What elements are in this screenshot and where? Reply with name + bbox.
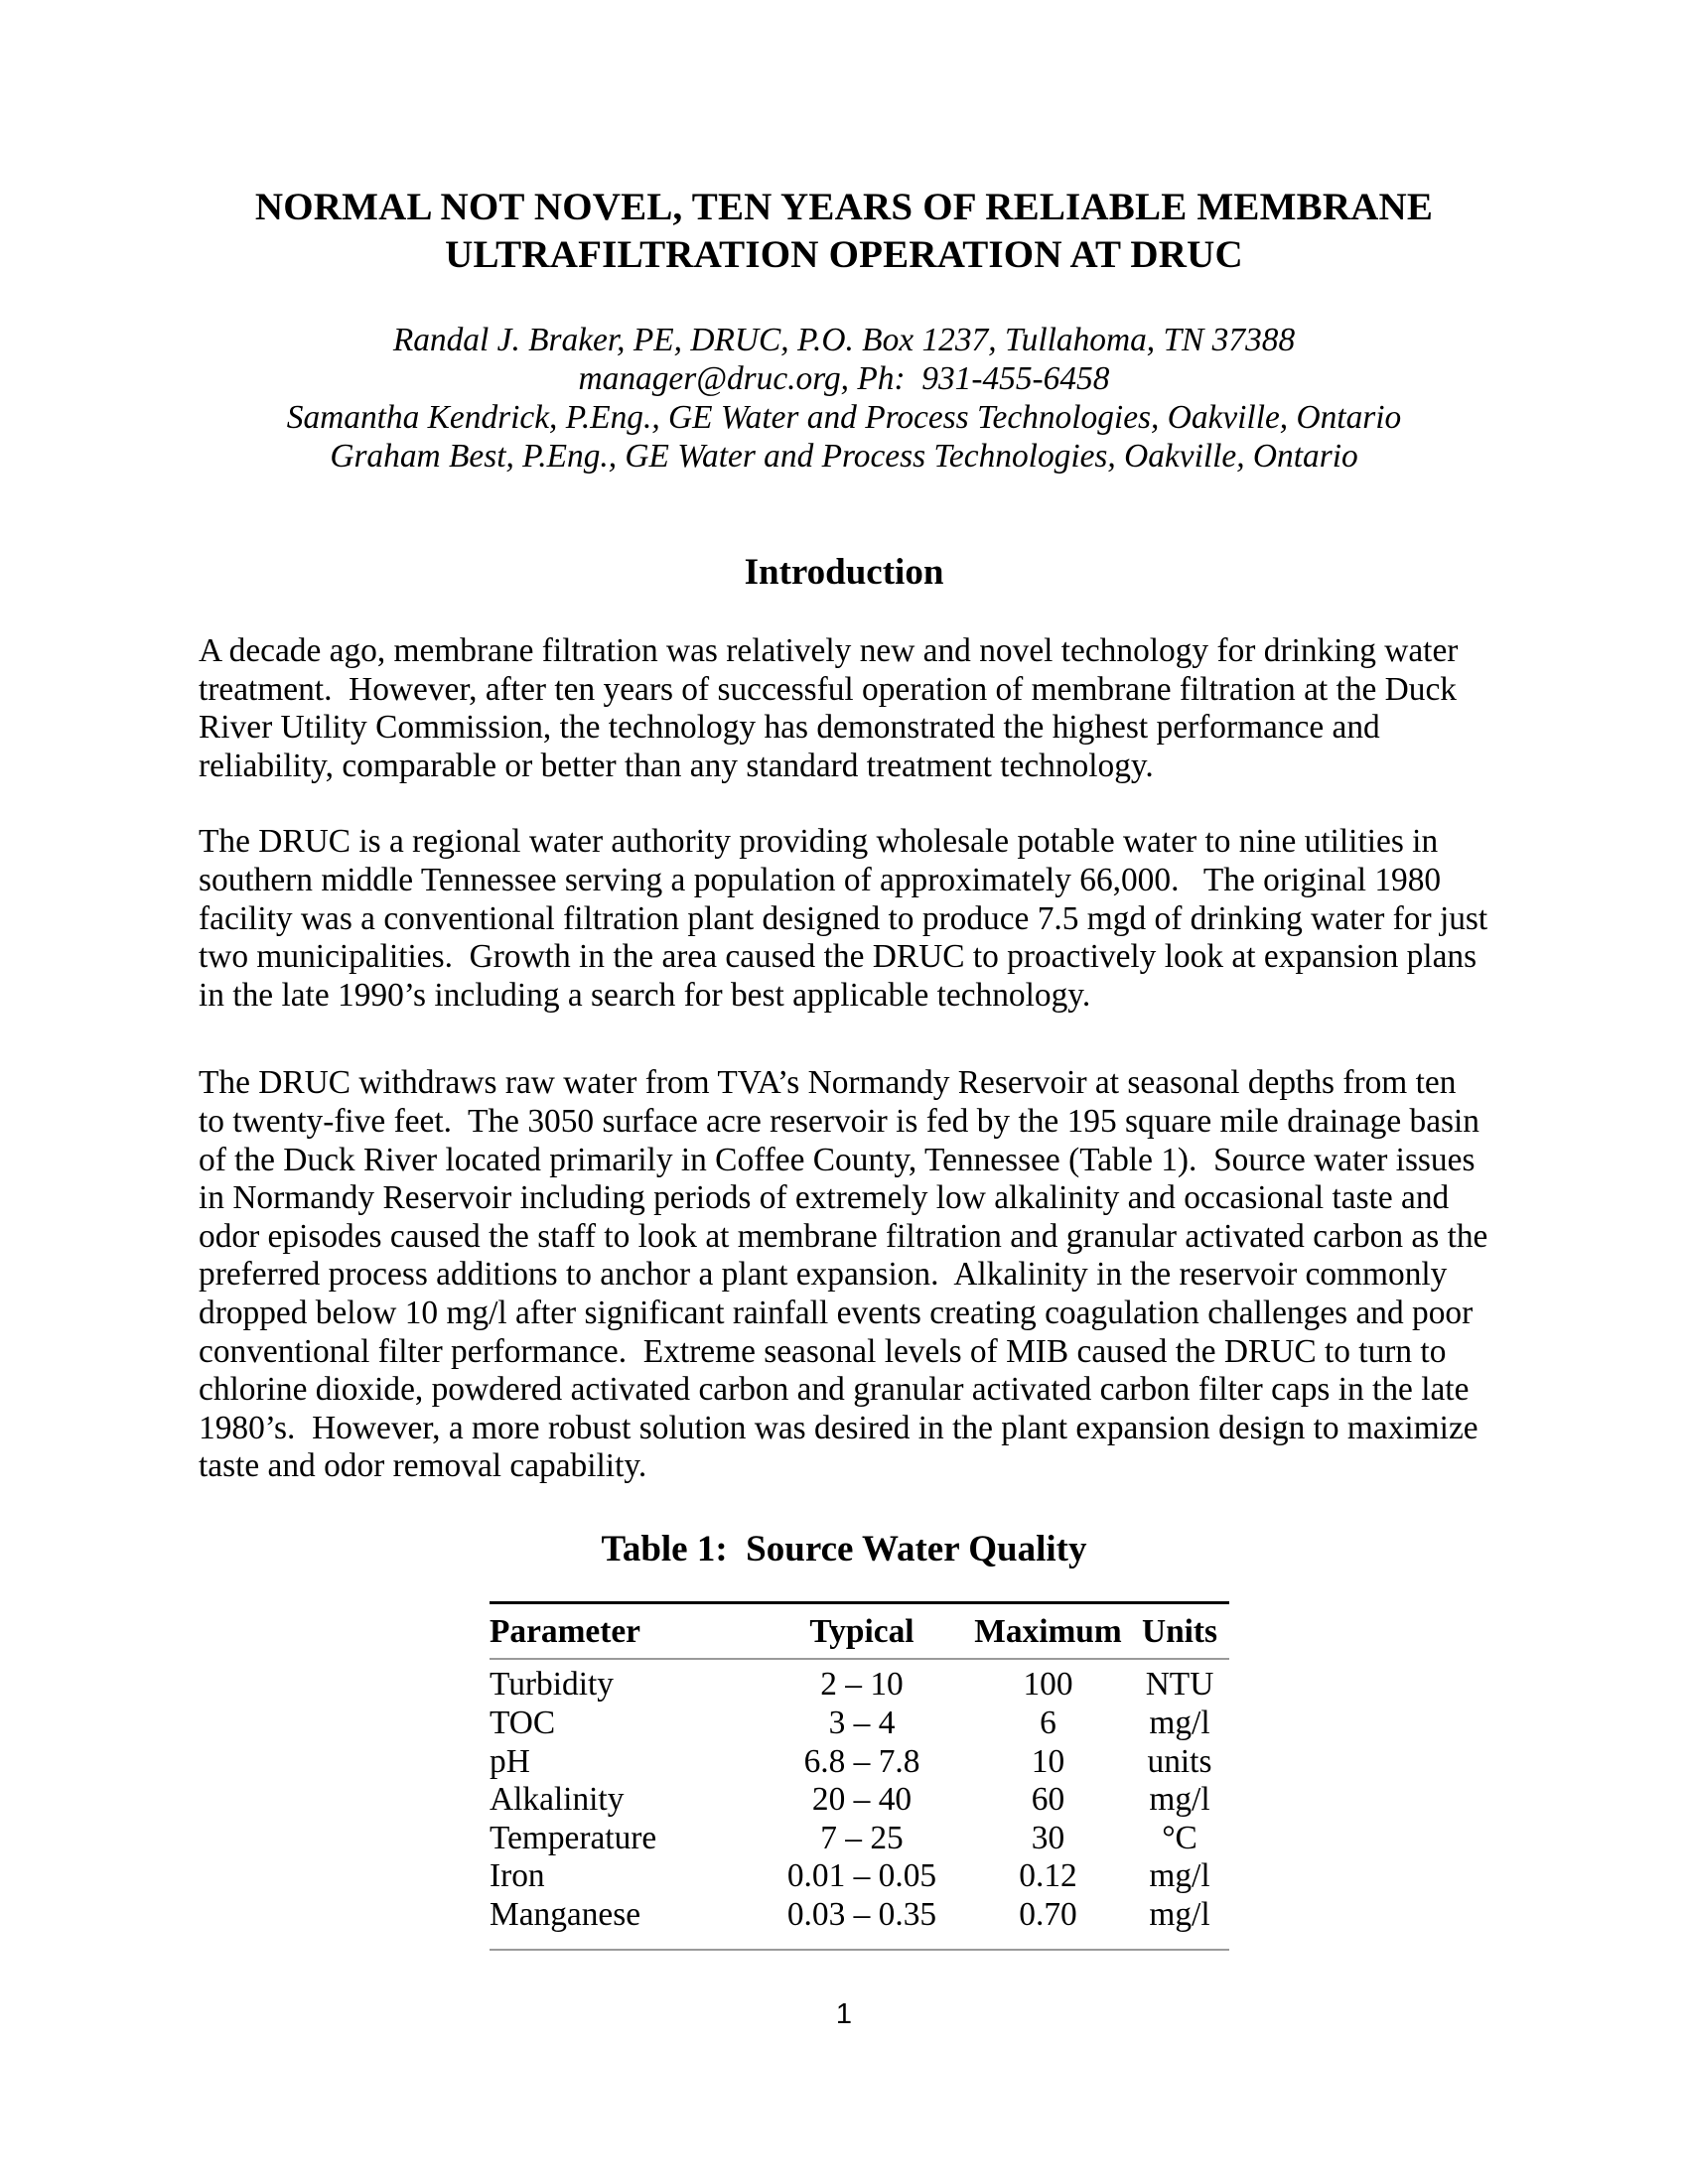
author-line-3: Graham Best, P.Eng., GE Water and Process Technologies, Oakville, Ontario [330,438,1358,475]
table-cell: mg/l [1149,1896,1210,1934]
table-cell: 100 [1023,1666,1073,1704]
table-cell: Temperature [490,1819,657,1856]
column-header-maximum: Maximum [966,1602,1130,1659]
table-row [490,1820,1229,1858]
column-header-units: Units [1130,1602,1229,1659]
table-row [490,1659,1229,1705]
table-cell: 7 – 25 [820,1819,904,1856]
table-caption: Table 1: Source Water Quality [601,1528,1087,1570]
table-cell: 10 [1031,1742,1065,1780]
paper-title-line2: ULTRAFILTRATION OPERATION AT DRUC [445,233,1243,276]
page-number: 1 [835,1998,853,2030]
table-cell: Iron [490,1857,545,1895]
table-cell: 30 [1031,1819,1065,1856]
table-cell: NTU [1145,1666,1214,1704]
author-line-2: Samantha Kendrick, P.Eng., GE Water and Process Technologies, Oakville, Ontario [286,399,1402,436]
table-cell: mg/l [1149,1857,1210,1895]
author-contact-line: manager@druc.org, Ph: 931-455-6458 [578,360,1110,397]
table-cell: 2 – 10 [820,1666,904,1704]
table-cell: pH [490,1742,530,1780]
table-cell: °C [1162,1819,1197,1856]
table-cell: mg/l [1149,1781,1210,1819]
table-cell: Turbidity [490,1666,614,1704]
table-cell: 0.03 – 0.35 [786,1896,937,1934]
intro-paragraph-3: The DRUC withdraws raw water from TVA’s Normandy Reservoir at seasonal depths from ten to twenty-five feet. The 3050 surface acre reservoir is fed by the 195 square mile drainage basin of the Duck River located primarily in Coffee County, Tennessee (Table 1). Source water issues in Normandy Reservoir including periods of extremely low alkalinity and occasional taste and odor episodes caused the staff to look at membrane filtration and granular activated carbon as the preferred process additions to anchor a plant expansion. Alkalinity in the reservoir commonly dropped below 10 mg/l after significant rainfall events creating coagulation challenges and poor conventional filter performance. Extreme seasonal levels of MIB caused the DRUC to turn to chlorine dioxide, powdered activated carbon and granular activated carbon filter caps in the late 1980’s. However, a more robust solution was desired in the plant expansion design to maximize taste and odor removal capability. [199,1064,1496,1485]
section-heading-introduction: Introduction [744,552,944,593]
table-cell: mg/l [1149,1705,1210,1742]
table-cell: Alkalinity [490,1781,625,1819]
author-block [199,321,1489,476]
author-line-1: Randal J. Braker, PE, DRUC, P.O. Box 1237, Tullahoma, TN 37388 [392,322,1296,358]
column-header-parameter: Parameter [490,1602,758,1659]
table-row [490,1896,1229,1950]
column-header-typical: Typical [758,1602,966,1659]
intro-paragraph-2: The DRUC is a regional water authority providing wholesale potable water to nine utilities in southern middle Tennessee serving a population of approximately 66,000. The original 1980 facility was a conventional filtration plant designed to produce 7.5 mgd of drinking water for just two municipalities. Growth in the area caused the DRUC to proactively look at expansion plans in the late 1990’s including a search for best applicable technology. [199,823,1496,1014]
table-cell: Manganese [490,1896,641,1934]
table-cell: 0.70 [1019,1896,1077,1934]
table-header-row [490,1602,1229,1659]
table-row [490,1857,1229,1896]
table-row [490,1705,1229,1743]
paper-title [199,184,1489,279]
table-cell: units [1147,1742,1212,1780]
paper-title-line1: NORMAL NOT NOVEL, TEN YEARS OF RELIABLE MEMBRANE [254,186,1434,228]
table-cell: 60 [1031,1781,1065,1819]
table-row [490,1743,1229,1782]
table-cell: 0.01 – 0.05 [786,1857,937,1895]
table-cell: 3 – 4 [828,1705,896,1742]
table-cell: 6.8 – 7.8 [803,1742,920,1780]
table-cell: TOC [490,1705,556,1742]
intro-paragraph-1: A decade ago, membrane filtration was relatively new and novel technology for drinking water treatment. However, after ten years of successful operation of membrane filtration at the Duck River Utility Commission, the technology has demonstrated the highest performance and reliability, comparable or better than any standard treatment technology. [199,632,1467,784]
table-cell: 0.12 [1019,1857,1077,1895]
table-row [490,1781,1229,1820]
source-water-quality-table [490,1601,1229,1951]
table-cell: 20 – 40 [811,1781,913,1819]
table-cell: 6 [1040,1705,1056,1742]
